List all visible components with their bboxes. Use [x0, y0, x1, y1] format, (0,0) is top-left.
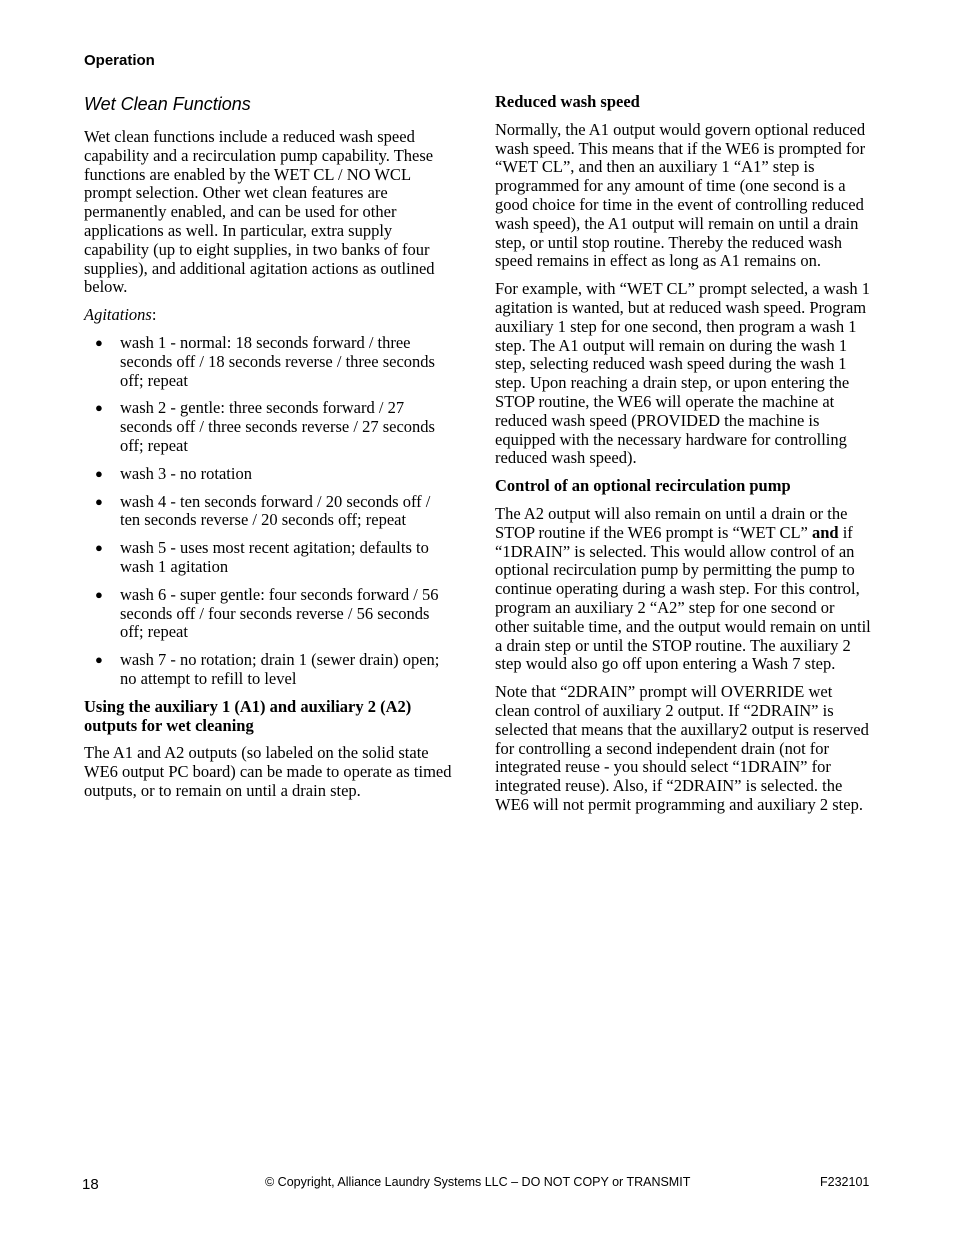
agitations-label-text: Agitations — [84, 305, 152, 325]
right-column — [495, 93, 871, 824]
pump-paragraph-1 — [495, 505, 871, 674]
bullet-icon: ● — [95, 652, 103, 668]
copyright-notice: © Copyright, Alliance Laundry Systems LLC – DO NOT COPY or TRANSMIT — [265, 1175, 691, 1189]
reduced-wash-speed-heading: Reduced wash speed — [495, 92, 640, 111]
list-item — [84, 399, 454, 455]
bullet-icon: ● — [95, 400, 103, 416]
list-item — [84, 465, 454, 484]
agitations-label — [84, 306, 454, 325]
list-item-text: wash 5 - uses most recent agitation; defaults to wash 1 agitation — [120, 538, 429, 576]
bullet-icon: ● — [95, 334, 103, 350]
bullet-icon: ● — [95, 493, 103, 509]
left-column — [84, 93, 454, 810]
list-item-text: wash 4 - ten seconds forward / 20 seconds off / ten seconds reverse / 20 seconds off; repeat — [120, 491, 431, 530]
auxiliary-outputs-heading: Using the auxiliary 1 (A1) and auxiliary 2 (A2) outputs for wet cleaning — [84, 696, 412, 735]
document-code: F232101 — [820, 1175, 870, 1189]
page-number: 18 — [82, 1176, 99, 1193]
list-item-text: wash 6 - super gentle: four seconds forward / 56 seconds off / four seconds reverse / 56 seconds off; repeat — [120, 584, 439, 642]
list-item — [84, 586, 454, 642]
list-item — [84, 334, 454, 390]
list-item-text: wash 7 - no rotation; drain 1 (sewer drain) open; no attempt to refill to level — [120, 650, 440, 688]
recirculation-pump-heading: Control of an optional recirculation pump — [495, 476, 791, 496]
pump-paragraph-1-start: The A2 output will also remain on until a drain or the STOP routine if the WE6 prompt is “WET CL” — [495, 503, 848, 542]
outputs-paragraph: The A1 and A2 outputs (so labeled on the solid state WE6 output PC board) can be made to operate as timed outputs, or to remain on until a drain step. — [84, 743, 452, 800]
reduced-paragraph-1: Normally, the A1 output would govern optional reduced wash speed. This means that if the WE6 is prompted for “WET CL”, and then an auxiliary 1 “A1” step is programmed for any amount of time (one second is a good choice for time in the event of controlling reduced wash speed), the A1 output will remain on until a drain step, or until stop routine. Thereby the reduced wash speed remains in effect as long as A1 remains on. — [495, 119, 866, 271]
list-item-text: wash 2 - gentle: three seconds forward / 27 seconds off / three seconds reverse / 27 seconds off; repeat — [120, 398, 435, 455]
bullet-icon: ● — [95, 465, 103, 481]
bullet-icon: ● — [95, 540, 103, 556]
list-item — [84, 493, 454, 531]
pump-paragraph-2: Note that “2DRAIN” prompt will OVERRIDE wet clean control of auxiliary 2 output. If “2DRAIN” is selected that means that the auxillary2 output is reserved for controlling a second independent drain (not for integrated reuse - you should select “1DRAIN” for integrated reuse). Also, if “2DRAIN” is selected. the WE6 will not permit programming and auxiliary 2 step. — [495, 682, 869, 814]
list-item-text: wash 1 - normal: 18 seconds forward / three seconds off / 18 seconds reverse / three seconds off; repeat — [120, 332, 435, 390]
pump-paragraph-1-end: if “1DRAIN” is selected. This would allow control of an optional recirculation pump by permitting the pump to continue operating during a wash step. For this control, program an auxiliary 2 “A2” step for one second or other suitable time, and the output would remain on until a drain step or until the STOP routine. The auxiliary 2 step would also go off upon entering a Wash 7 step. — [495, 522, 871, 674]
intro-paragraph: Wet clean functions include a reduced wash speed capability and a recirculation pump capability. These functions are enabled by the WET CL / NO WCL prompt selection. Other wet clean features are permanently enabled, and can be used for other applications as well. In particular, extra supply capability (up to eight supplies, in two banks of four supplies), and additional agitation actions as outlined below. — [84, 127, 435, 297]
section-title: Wet Clean Functions — [84, 94, 251, 114]
agitation-list — [84, 334, 454, 689]
list-item-text: wash 3 - no rotation — [120, 463, 252, 483]
reduced-paragraph-2: For example, with “WET CL” prompt selected, a wash 1 agitation is wanted, but at reduced wash speed. Program auxiliary 1 step for one second, then program a wash 1 step. The A1 output will remain on during the wash 1 step, selecting reduced wash speed during the wash 1 step. Upon reaching a drain step, or upon entering the STOP routine, the WE6 will operate the machine at reduced wash speed (PROVIDED the machine is equipped with the necessary hardware for controlling reduced wash speed). — [495, 279, 870, 468]
bullet-icon: ● — [95, 586, 103, 602]
list-item — [84, 539, 454, 577]
agitations-label-colon: : — [151, 305, 157, 325]
list-item — [84, 651, 454, 689]
section-label: Operation — [84, 52, 155, 69]
pump-paragraph-1-emphasis: and — [811, 522, 839, 542]
